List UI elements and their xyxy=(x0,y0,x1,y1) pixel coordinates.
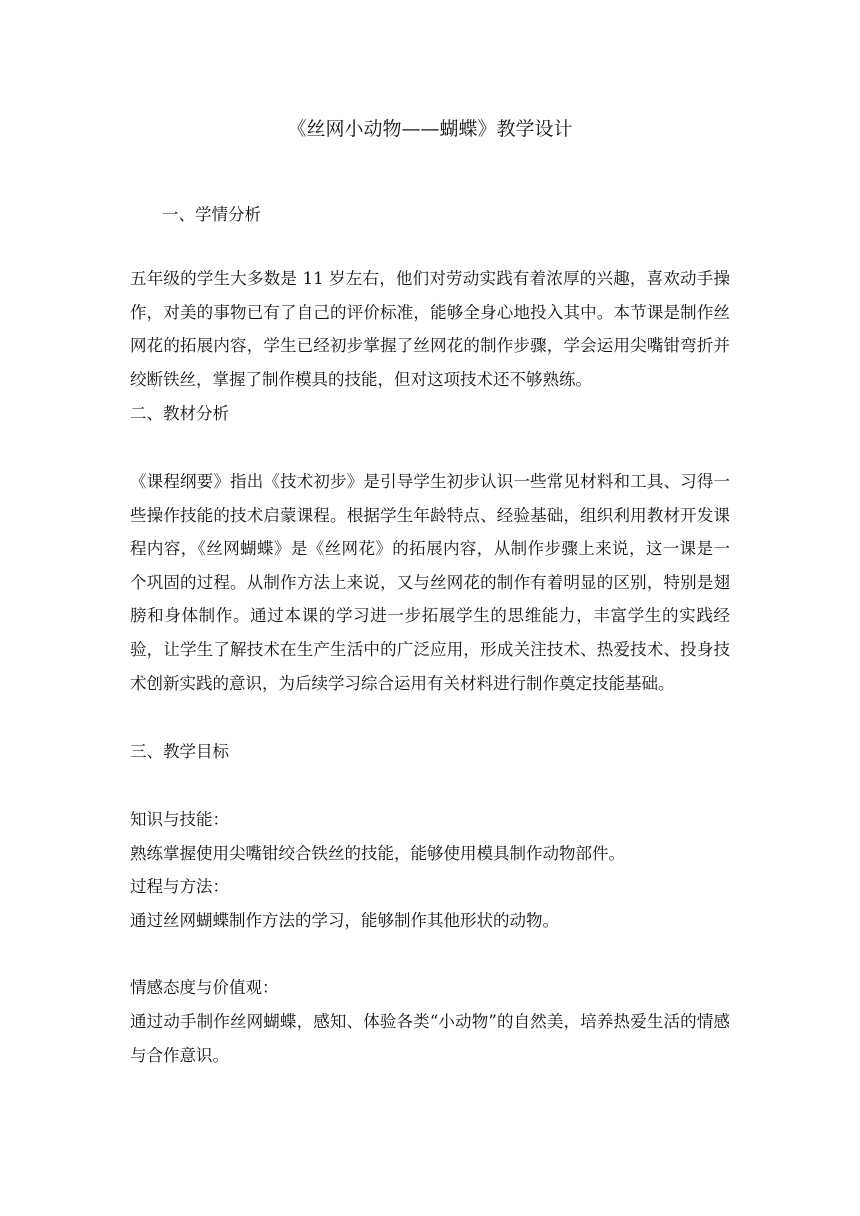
section-heading-learner-analysis: 一、学情分析 xyxy=(162,205,261,224)
goal-text-process-methods: 通过丝网蝴蝶制作方法的学习，能够制作其他形状的动物。 xyxy=(130,911,559,930)
paragraph-learner-analysis: 五年级的学生大多数是 11 岁左右，他们对劳动实践有着浓厚的兴趣，喜欢动手操作，对美的事物已有了自己的评价标准，能够全身心地投入其中。本节课是制作丝网花的拓展内容，学生已经初步掌握了丝网花的制作步骤，学会运用尖嘴钳弯折并绞断铁丝，掌握了制作模具的技能，但对这项技术还不够熟练。 xyxy=(130,269,730,389)
section-heading-teaching-goals: 三、教学目标 xyxy=(130,742,229,761)
goal-label-process-methods: 过程与方法： xyxy=(130,877,229,896)
paragraph-material-analysis: 《课程纲要》指出《技术初步》是引导学生初步认识一些常见材料和工具、习得一些操作技能的技术启蒙课程。根据学生年龄特点、经验基础，组织利用教材开发课程内容，《丝网蝴蝶》是《丝网花》的拓展内容，从制作步骤上来说，这一课是一个巩固的过程。从制作方法上来说，又与丝网花的制作有着明显的区别，特别是翅膀和身体制作。通过本课的学习进一步拓展学生的思维能力，丰富学生的实践经验，让学生了解技术在生产生活中的广泛应用，形成关注技术、热爱技术、投身技术创新实践的意识，为后续学习综合运用有关材料进行制作奠定技能基础。 xyxy=(130,472,730,693)
section-heading-material-analysis: 二、教材分析 xyxy=(130,404,229,423)
goal-text-knowledge-skills: 熟练掌握使用尖嘴钳绞合铁丝的技能，能够使用模具制作动物部件。 xyxy=(130,844,625,863)
goal-label-knowledge-skills: 知识与技能： xyxy=(130,810,229,829)
goal-label-emotion-values: 情感态度与价值观： xyxy=(130,978,279,997)
goal-text-emotion-values: 通过动手制作丝网蝴蝶，感知、体验各类“小动物”的自然美，培养热爱生活的情感与合作意识。 xyxy=(130,1012,730,1065)
document-title: 《丝网小动物——蝴蝶》教学设计 xyxy=(287,118,573,140)
